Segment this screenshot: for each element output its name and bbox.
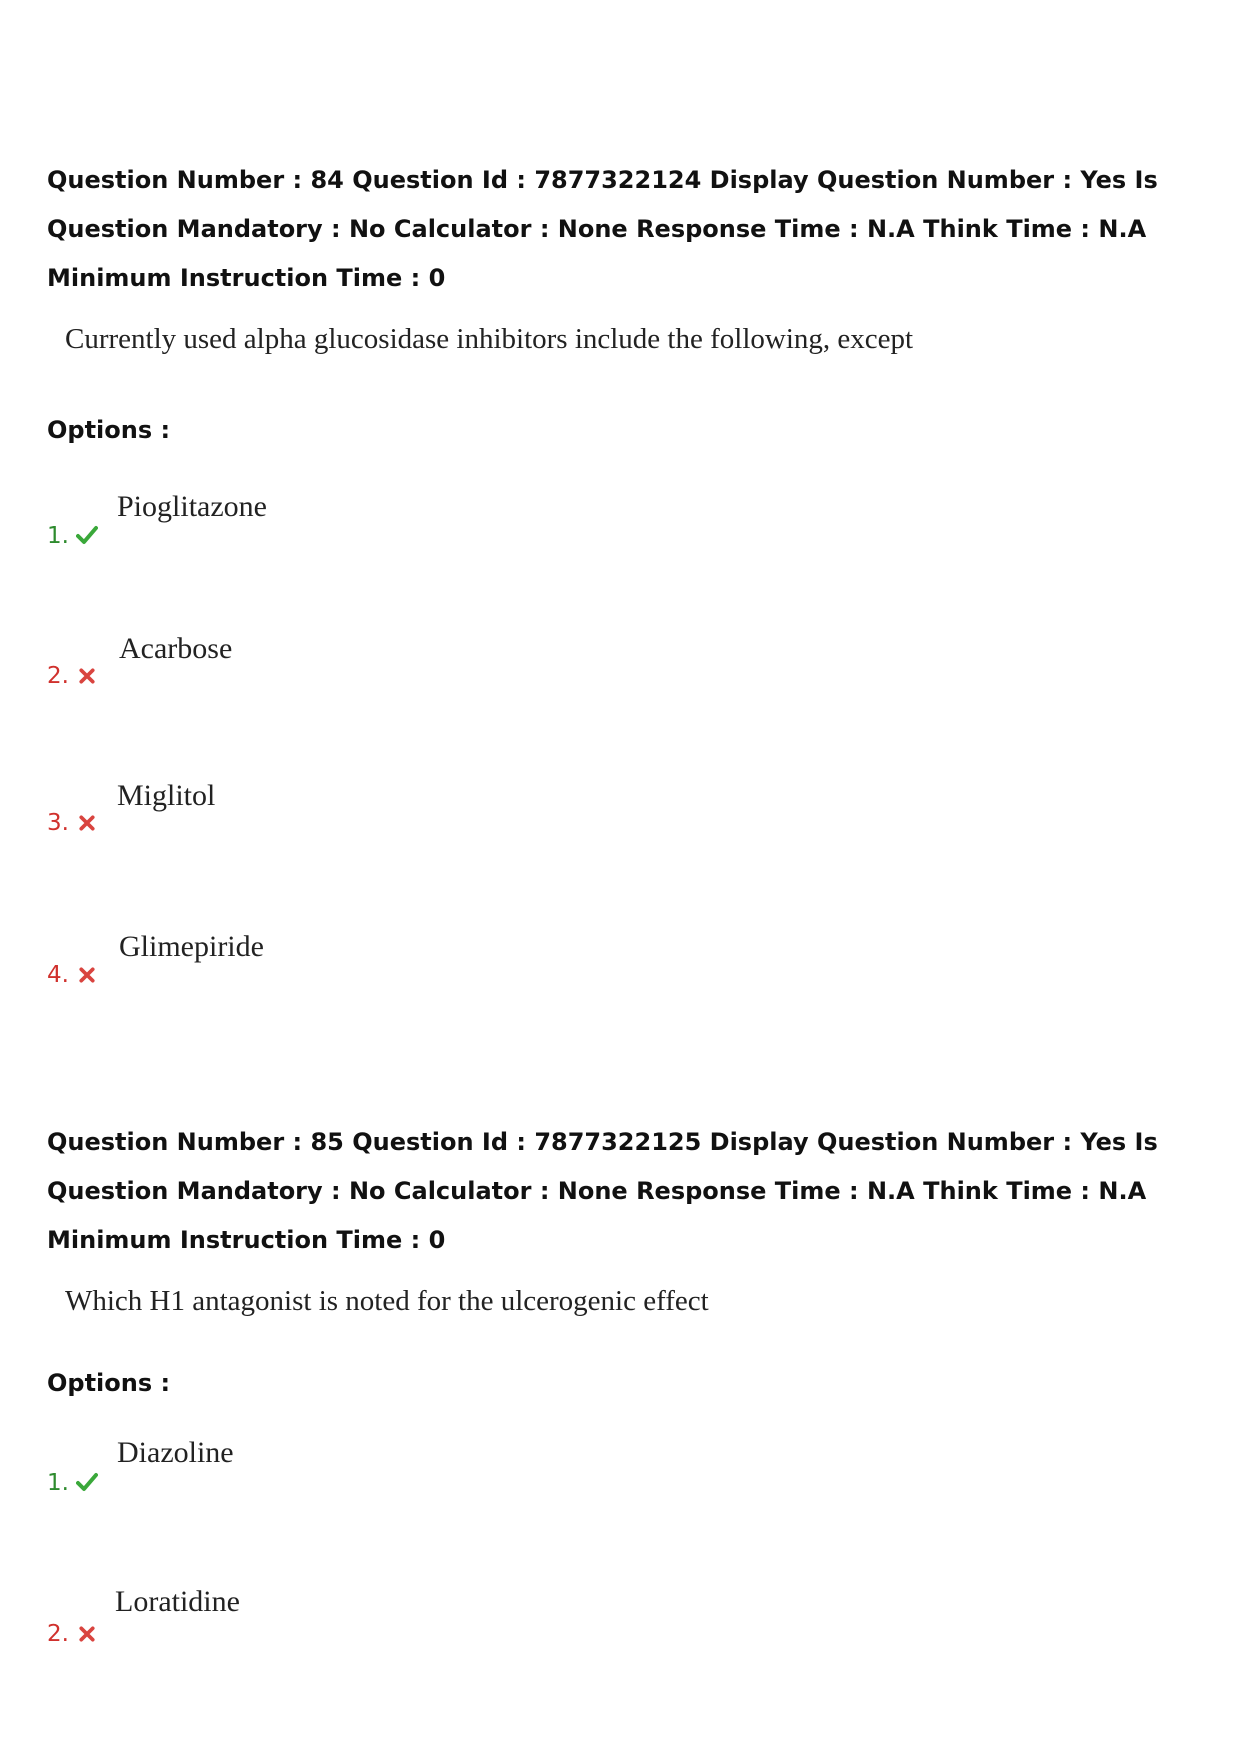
question-header: Question Number : 84 Question Id : 7877322124 Display Question Number : Yes Is Question Mandatory : No Calculator : None Response Time : N.A Think Time : N.A Minimum Instruction Time : 0 <box>47 166 1158 292</box>
option-text: Miglitol <box>117 779 216 812</box>
option-number: 2. <box>47 1621 69 1647</box>
option-item[interactable] <box>47 1585 647 1645</box>
options-label: Options : <box>47 416 171 444</box>
question-header: Question Number : 85 Question Id : 7877322125 Display Question Number : Yes Is Question Mandatory : No Calculator : None Response Time : N.A Think Time : N.A Minimum Instruction Time : 0 <box>47 1128 1158 1254</box>
cross-icon <box>78 1625 96 1643</box>
option-text: Diazoline <box>117 1436 234 1469</box>
options-section <box>47 0 1207 1755</box>
option-text: Loratidine <box>115 1585 240 1618</box>
option-number: 4. <box>47 962 69 988</box>
option-item[interactable] <box>47 1436 647 1496</box>
question-text: Currently used alpha glucosidase inhibitors include the following, except <box>65 323 914 355</box>
option-text: Glimepiride <box>119 930 264 963</box>
option-text: Pioglitazone <box>117 490 267 523</box>
check-icon <box>76 1471 98 1493</box>
option-number: 1. <box>47 1470 69 1496</box>
option-number: 2. <box>47 663 69 689</box>
options-label: Options : <box>47 1369 171 1397</box>
option-text: Acarbose <box>119 632 233 665</box>
option-number: 3. <box>47 810 69 836</box>
question-text: Which H1 antagonist is noted for the ulcerogenic effect <box>65 1285 709 1317</box>
option-number: 1. <box>47 523 69 549</box>
